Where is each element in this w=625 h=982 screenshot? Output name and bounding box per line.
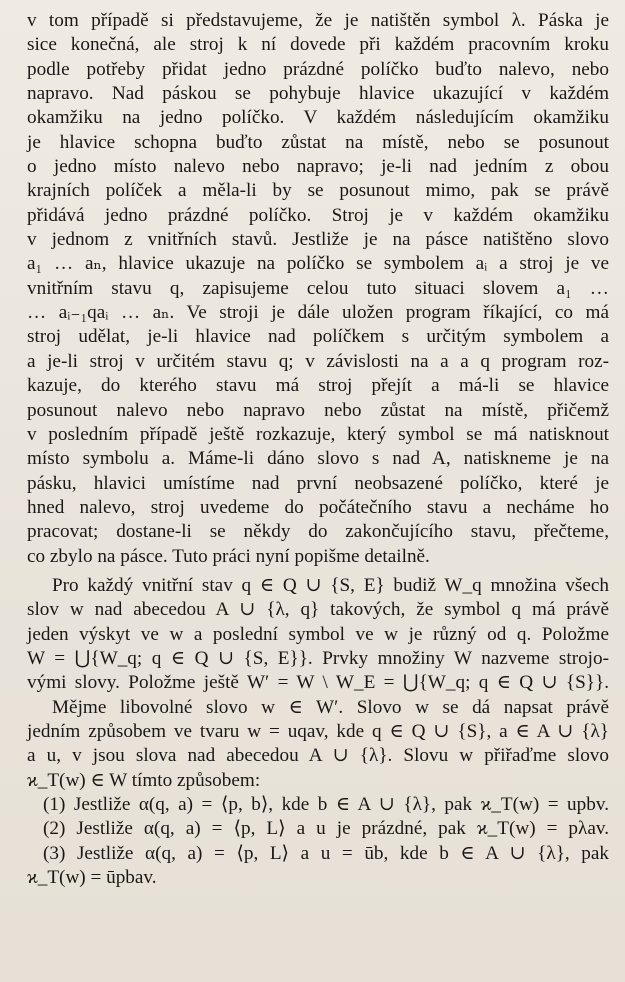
text-line: podle potřeby přidat jedno prázdné políčko buďto nalevo, nebo	[27, 58, 609, 80]
text-line: místo symbolu a. Máme-li dáno slovo s nad A, natiskneme je na	[27, 448, 609, 470]
paragraph-turing-machine-description	[27, 9, 609, 569]
text-line: kazuje, do kterého stavu má stroj přejít a má-li se hlavice	[27, 375, 609, 397]
text-line: W = ⋃{W_q; q ∈ Q ∪ {S, E}}. Prvky množiny W nazveme strojo-	[27, 647, 609, 669]
list-item: (1) Jestliže α(q, a) = ⟨p, b⟩, kde b ∈ A ∪ {λ}, pak ϰ_T(w) = upbv.	[43, 794, 609, 815]
text-line: a je-li stroj v určitém stavu q; v závislosti na a a q program roz-	[27, 350, 609, 372]
text-line: a₁ … aₙ, hlavice ukazuje na políčko se symbolem aᵢ a stroj je ve	[27, 253, 609, 275]
paragraph-transition-definition	[27, 696, 609, 793]
text-line: v jednom z vnitřních stavů. Jestliže je na pásce natištěno slovo	[27, 229, 609, 251]
text-line: v posledním případě ještě rozkazuje, který symbol se má natisknout	[27, 423, 609, 445]
text-line: přidává jedno prázdné políčko. Stroj je v každém okamžiku	[27, 204, 609, 226]
text-line: jedním způsobem ve tvaru w = uqav, kde q ∈ Q ∪ {S}, a ∈ A ∪ {λ}	[27, 720, 609, 742]
text-line: sice konečná, ale stroj k ní dovede při každém pracovním kroku	[27, 34, 609, 56]
text-line: ϰ_T(w) ∈ W tímto způsobem:	[27, 769, 261, 791]
text-line: je hlavice schopna buďto zůstat na místě, nebo se posunout	[27, 131, 609, 153]
text-line: ϰ_T(w) = ūpbav.	[27, 867, 157, 889]
list-item: (2) Jestliže α(q, a) = ⟨p, L⟩ a u je prázdné, pak ϰ_T(w) = pλav.	[43, 818, 609, 840]
list-item: (3) Jestliže α(q, a) = ⟨p, L⟩ a u = ūb, kde b ∈ A ∪ {λ}, pak	[43, 842, 609, 864]
text-line: slov w nad abecedou A ∪ {λ, q} takových, že symbol q má právě	[27, 599, 609, 621]
text-line: Pro každý vnitřní stav q ∈ Q ∪ {S, E} budiž W_q množina všech	[52, 574, 609, 596]
text-line: pracovat; dostane-li se někdy do zakončujícího stavu, přečteme,	[27, 521, 609, 543]
text-line: a u, v jsou slova nad abecedou A ∪ {λ}. Slovu w přiřaďme slovo	[27, 745, 609, 767]
case-list	[27, 793, 609, 890]
text-line: napravo. Nad páskou se pohybuje hlavice ukazující v každém	[27, 83, 609, 105]
text-line: hned nalevo, stroj uvedeme do počátečního stavu a necháme ho	[27, 496, 609, 518]
text-line: okamžiku na jedno políčko. V každém následujícím okamžiku	[27, 107, 609, 129]
text-line: … aᵢ₋₁qaᵢ … aₙ. Ve stroji je dále uložen program říkající, co má	[27, 302, 609, 324]
text-line: stroj udělat, je-li hlavice nad políčkem s určitým symbolem a	[27, 326, 609, 348]
paragraph-machine-words	[27, 574, 609, 696]
text-line: vnitřním stavu q, zapisujeme celou tuto situaci slovem a₁ …	[27, 277, 609, 299]
text-line: posunout nalevo nebo napravo nebo zůstat na místě, přičemž	[27, 399, 609, 421]
text-line: co zbylo na pásce. Tuto práci nyní popišme detailně.	[27, 545, 430, 567]
text-line: jeden výskyt ve w a poslední symbol ve w je různý od q. Položme	[27, 623, 609, 645]
text-line: krajních políček a měla-li by se posunout mimo, pak se právě	[27, 180, 609, 202]
text-line: v tom případě si představujeme, že je natištěn symbol λ. Páska je	[27, 10, 609, 31]
text-line: pásku, hlavici umístíme nad první neobsazené políčko, které je	[27, 472, 609, 494]
text-line: Mějme libovolné slovo w ∈ W′. Slovo w se dá napsat právě	[52, 696, 609, 718]
text-line: o jedno místo nalevo nebo napravo; je-li nad jedním z obou	[27, 156, 609, 178]
text-line: vými slovy. Položme ještě W′ = W \ W_E = ⋃{W_q; q ∈ Q ∪ {S}}.	[27, 672, 609, 694]
